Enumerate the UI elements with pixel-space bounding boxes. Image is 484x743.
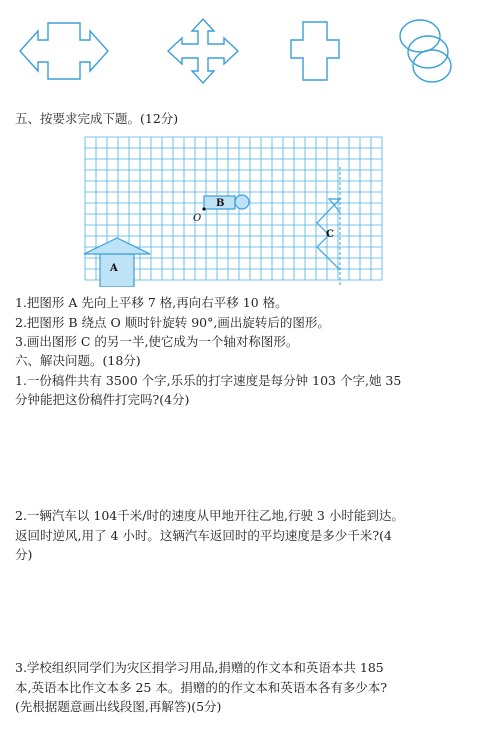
problem-3-line1: 3.学校组织同学们为灾区捐学习用品,捐赠的作文本和英语本共 185 bbox=[15, 660, 384, 675]
question-5-2: 2.把图形 B 绕点 O 顺时针旋转 90°,画出旋转后的图形。 bbox=[15, 315, 330, 330]
problem-2-line2: 返回时逆风,用了 4 小时。这辆汽车返回时的平均速度是多少千米?(4 bbox=[15, 528, 392, 543]
problem-2-line1: 2.一辆汽车以 104千米/时的速度从甲地开往乙地,行驶 3 小时能到达。 bbox=[15, 508, 404, 523]
cross-shape bbox=[289, 20, 341, 82]
label-a: A bbox=[110, 263, 118, 274]
problem-3-line3: (先根据题意画出线段图,再解答)(5分) bbox=[15, 699, 222, 714]
four-arrow-shape bbox=[166, 17, 240, 85]
label-c: C bbox=[326, 229, 334, 240]
label-b: B bbox=[216, 198, 225, 209]
section5-heading: 五、按要求完成下题。(12分) bbox=[15, 111, 179, 126]
problem-1-line2: 分钟能把这份稿件打完吗?(4分) bbox=[15, 392, 190, 407]
question-5-1: 1.把图形 A 先向上平移 7 格,再向右平移 10 格。 bbox=[15, 295, 288, 310]
grid-figure bbox=[83, 135, 389, 287]
section6-heading: 六、解决问题。(18分) bbox=[15, 353, 141, 368]
problem-2-line3: 分) bbox=[15, 547, 33, 562]
double-arrow-shape bbox=[18, 18, 110, 84]
problem-3-line2: 本,英语本比作文本多 25 本。捐赠的的作文本和英语本各有多少本? bbox=[15, 680, 388, 695]
problem-1-line1: 1.一份稿件共有 3500 个字,乐乐的打字速度是每分钟 103 个字,她 35 bbox=[15, 373, 402, 388]
question-5-3: 3.画出图形 C 的另一半,使它成为一个轴对称图形。 bbox=[15, 334, 299, 349]
label-o: O bbox=[193, 213, 202, 224]
overlapping-circles-shape bbox=[394, 14, 454, 86]
figure-b bbox=[202, 195, 249, 211]
point-o bbox=[202, 207, 205, 210]
